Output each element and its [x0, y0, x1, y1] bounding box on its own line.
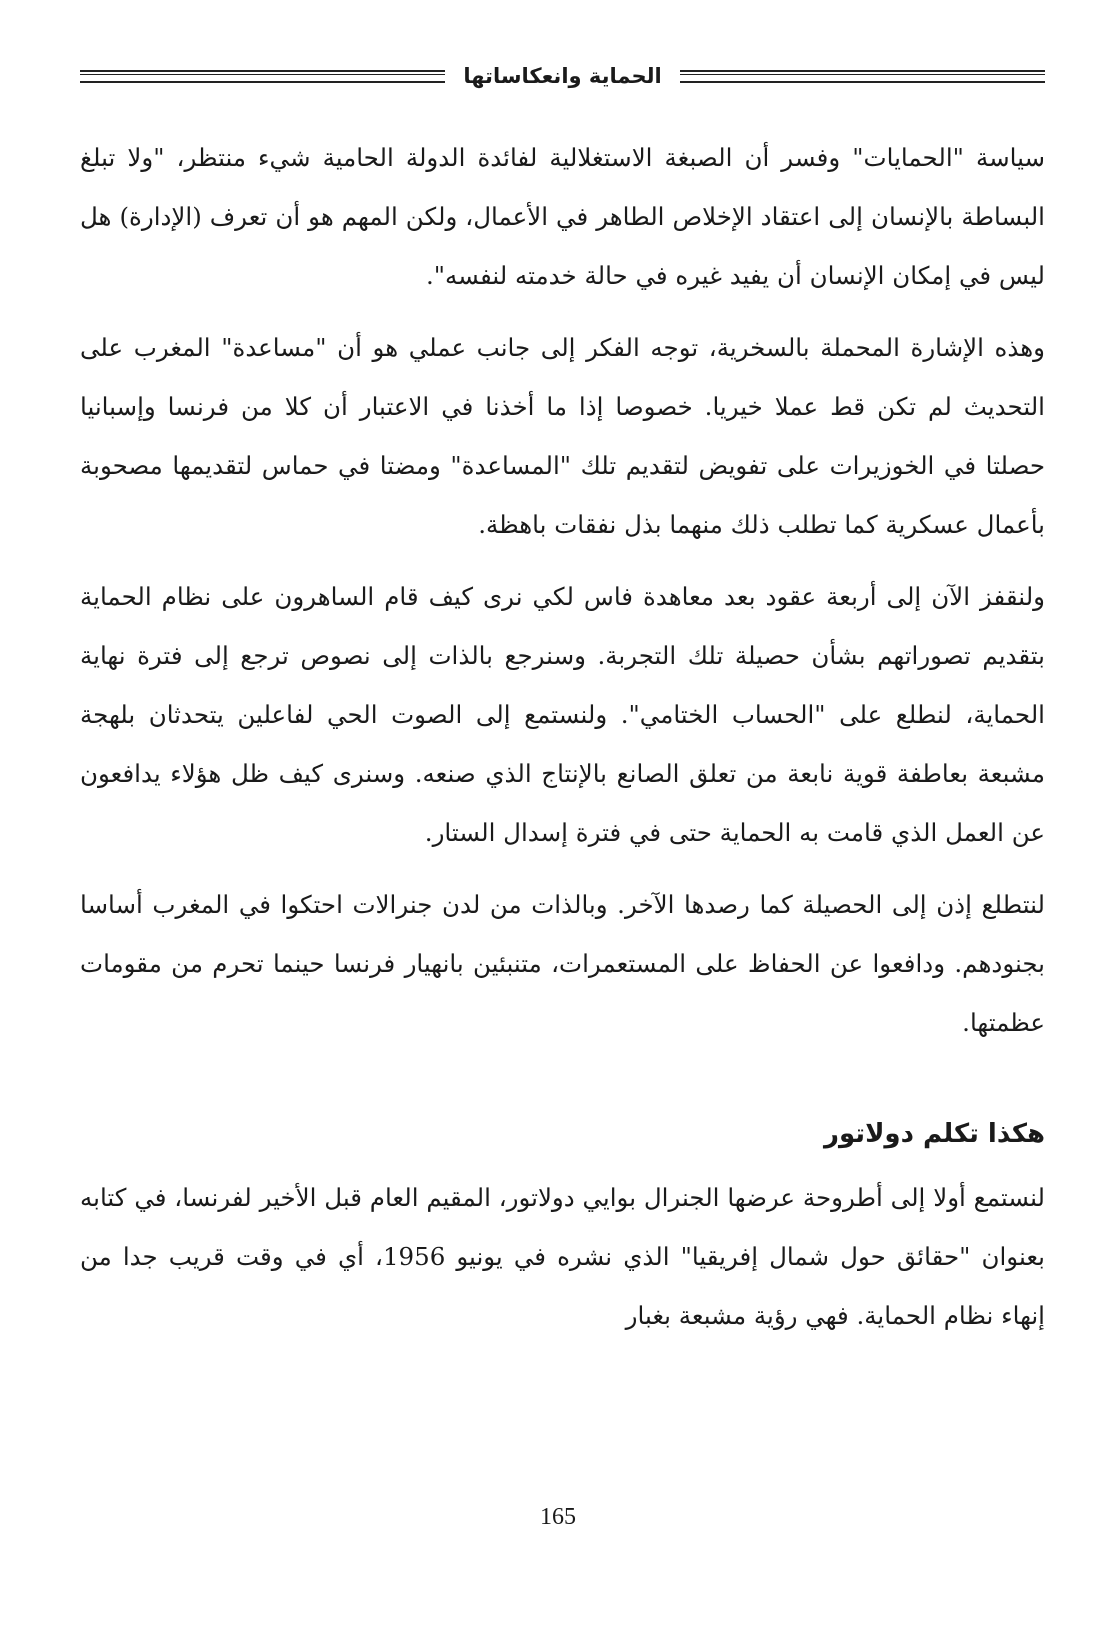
- paragraph-3: ولنقفز الآن إلى أربعة عقود بعد معاهدة فاس لكي نرى كيف قام الساهرون على نظام الحماية بتقديم تصوراتهم بشأن حصيلة تلك التجربة. وسنرجع بالذات إلى نصوص ترجع إلى فترة نهاية الحماية، لنطلع على "الحساب الختامي". ولنستمع إلى الصوت الحي لفاعلين يتحدثان بلهجة مشبعة بعاطفة قوية نابعة من تعلق الصانع بالإنتاج الذي صنعه. وسنرى كيف ظل هؤلاء يدافعون عن العمل الذي قامت به الحماية حتى في فترة إسدال الستار.: [80, 582, 1045, 847]
- paragraph-2: وهذه الإشارة المحملة بالسخرية، توجه الفكر إلى جانب عملي هو أن "مساعدة" المغرب على التحديث لم تكن قط عملا خيريا. خصوصا إذا ما أخذنا في الاعتبار أن كلا من فرنسا وإسبانيا حصلتا في الخوزيرات على تفويض لتقديم تلك "المساعدة" ومضتا في حماس لتقديمها مصحوبة بأعمال عسكرية كما تطلب ذلك منهما بذل نفقات باهظة.: [80, 333, 1045, 539]
- header-title: الحماية وانعكاساتها: [463, 64, 662, 88]
- running-header: [80, 56, 1045, 96]
- section-heading: هكذا تكلم دولاتور: [824, 1119, 1045, 1149]
- page-content: [80, 128, 1045, 1358]
- header-rule-left: [80, 70, 445, 83]
- header-rule-right: [680, 70, 1045, 83]
- page-number: 165: [540, 1504, 576, 1530]
- paragraph-4: لنتطلع إذن إلى الحصيلة كما رصدها الآخر. وبالذات من لدن جنرالات احتكوا في المغرب أساسا بجنودهم. ودافعوا عن الحفاظ على المستعمرات، متنبئين بانهيار فرنسا حينما تحرم من مقومات عظمتها.: [80, 890, 1045, 1037]
- paragraph-1: سياسة "الحمايات" وفسر أن الصبغة الاستغلالية لفائدة الدولة الحامية شيء منتظر، "ولا تبلغ البساطة بالإنسان إلى اعتقاد الإخلاص الطاهر في الأعمال، ولكن المهم هو أن تعرف (الإدارة) هل ليس في إمكان الإنسان أن يفيد غيره في حالة خدمته لنفسه".: [80, 143, 1045, 290]
- section-paragraph: لنستمع أولا إلى أطروحة عرضها الجنرال بوايي دولاتور، المقيم العام قبل الأخير لفرنسا، في كتابه بعنوان "حقائق حول شمال إفريقيا" الذي نشره في يونيو 1956، أي في وقت قريب جدا من إنهاء نظام الحماية. فهي رؤية مشبعة بغبار: [80, 1183, 1045, 1330]
